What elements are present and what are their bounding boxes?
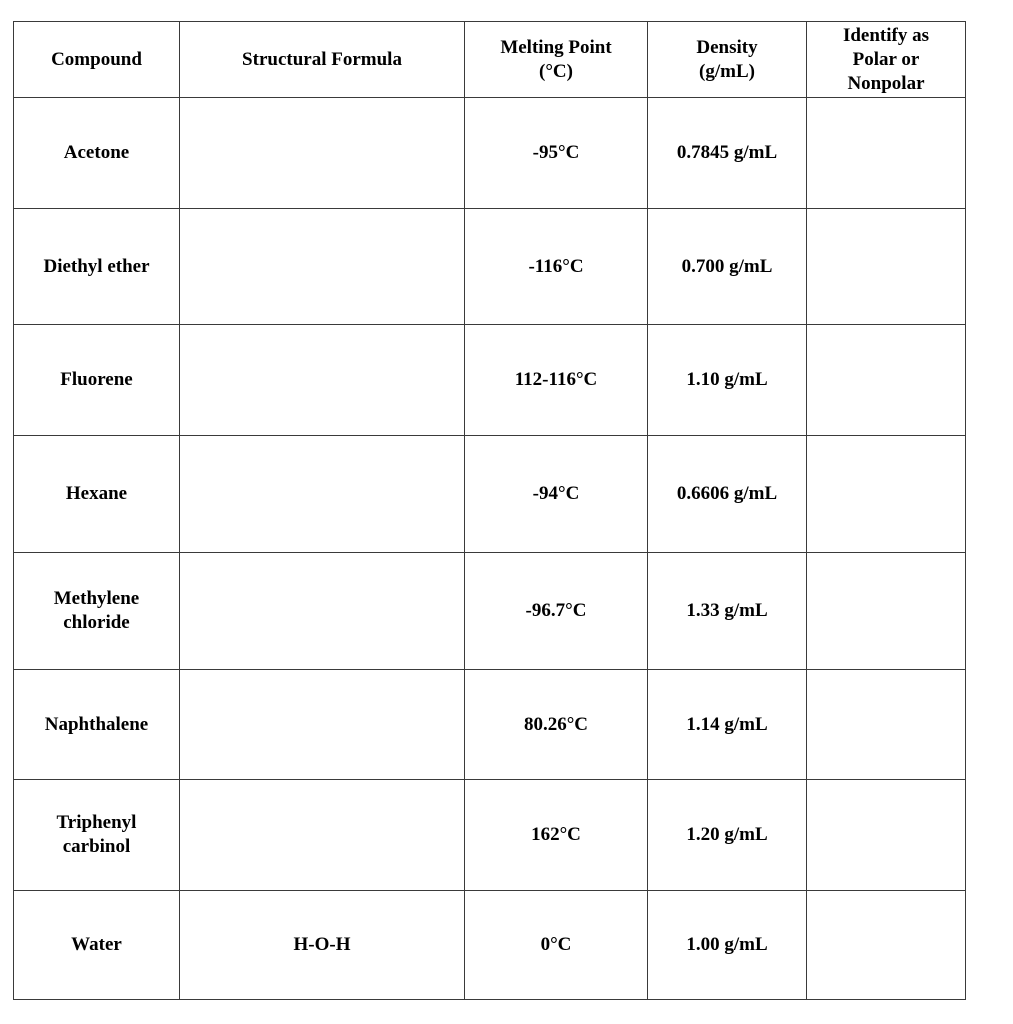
table-row: [14, 891, 966, 1000]
polarity-cell[interactable]: [807, 209, 966, 325]
compound-cell: Acetone: [14, 98, 180, 209]
density-cell: 1.10 g/mL: [648, 325, 807, 436]
compound-cell: Triphenyl carbinol: [14, 780, 180, 891]
compound-cell: Water: [14, 891, 180, 1000]
melting-point-cell: -94°C: [465, 436, 648, 553]
density-cell: 1.00 g/mL: [648, 891, 807, 1000]
compound-cell: Methylene chloride: [14, 553, 180, 670]
compound-cell: Hexane: [14, 436, 180, 553]
density-cell: 1.14 g/mL: [648, 670, 807, 780]
polarity-cell[interactable]: [807, 553, 966, 670]
table-row: [14, 209, 966, 325]
header-polarity: Identify as Polar or Nonpolar: [807, 22, 966, 98]
structural-formula-cell[interactable]: [180, 670, 465, 780]
polarity-cell[interactable]: [807, 891, 966, 1000]
polarity-cell[interactable]: [807, 325, 966, 436]
compound-cell: Fluorene: [14, 325, 180, 436]
table-row: [14, 436, 966, 553]
header-density: Density (g/mL): [648, 22, 807, 98]
melting-point-cell: 80.26°C: [465, 670, 648, 780]
compound-cell: Diethyl ether: [14, 209, 180, 325]
table-row: [14, 780, 966, 891]
compound-cell: Naphthalene: [14, 670, 180, 780]
density-cell: 1.33 g/mL: [648, 553, 807, 670]
polarity-cell[interactable]: [807, 670, 966, 780]
polarity-cell[interactable]: [807, 98, 966, 209]
table-row: [14, 98, 966, 209]
polarity-cell[interactable]: [807, 436, 966, 553]
structural-formula-cell[interactable]: [180, 780, 465, 891]
structural-formula-cell[interactable]: [180, 98, 465, 209]
header-structural-formula: Structural Formula: [180, 22, 465, 98]
melting-point-cell: 112-116°C: [465, 325, 648, 436]
melting-point-cell: 0°C: [465, 891, 648, 1000]
header-melting-point: Melting Point (°C): [465, 22, 648, 98]
structural-formula-cell[interactable]: [180, 553, 465, 670]
table-row: [14, 325, 966, 436]
melting-point-cell: -116°C: [465, 209, 648, 325]
header-compound: Compound: [14, 22, 180, 98]
header-row: [14, 22, 966, 98]
compound-properties-table: [13, 21, 966, 1000]
structural-formula-cell[interactable]: [180, 436, 465, 553]
density-cell: 1.20 g/mL: [648, 780, 807, 891]
table-row: [14, 553, 966, 670]
melting-point-cell: 162°C: [465, 780, 648, 891]
melting-point-cell: -95°C: [465, 98, 648, 209]
structural-formula-cell[interactable]: [180, 209, 465, 325]
structural-formula-cell[interactable]: H-O-H: [180, 891, 465, 1000]
density-cell: 0.7845 g/mL: [648, 98, 807, 209]
density-cell: 0.700 g/mL: [648, 209, 807, 325]
table-row: [14, 670, 966, 780]
structural-formula-cell[interactable]: [180, 325, 465, 436]
density-cell: 0.6606 g/mL: [648, 436, 807, 553]
melting-point-cell: -96.7°C: [465, 553, 648, 670]
polarity-cell[interactable]: [807, 780, 966, 891]
